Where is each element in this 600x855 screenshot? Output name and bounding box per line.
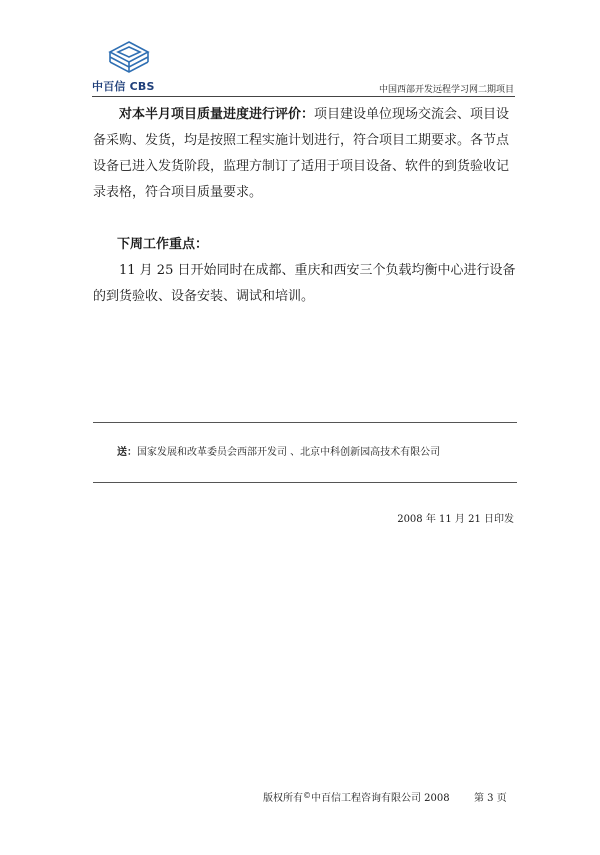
distribution-bottom-rule bbox=[93, 482, 517, 483]
evaluation-lead: 对本半月项目质量进度进行评价： bbox=[119, 107, 315, 122]
next-week-text: 11 月 25 日开始同时在成都、重庆和西安三个负载均衡中心进行设备的到货验收、设备安装、调试和培训。 bbox=[93, 263, 516, 304]
header-divider bbox=[92, 96, 515, 97]
distribution-top-rule bbox=[93, 422, 517, 423]
distribution-recipients: 国家发展和改革委员会西部开发司 、北京中科创新园高技术有限公司 bbox=[137, 447, 441, 458]
next-week-heading: 下周工作重点： bbox=[117, 237, 209, 252]
evaluation-text: 项目建设单位现场交流会、项目设备采购、发货，均是按照工程实施计划进行，符合项目工期要求。各节点设备已进入发货阶段，监理方制订了适用于项目设备、软件的到货验收记录表格，符合项目质量要求。 bbox=[93, 107, 510, 200]
issue-date: 2008 年 11 月 21 日印发 bbox=[397, 514, 514, 525]
cbs-cube-logo-icon bbox=[102, 38, 156, 78]
distribution-label: 送： bbox=[117, 447, 137, 458]
distribution-line bbox=[117, 445, 440, 461]
evaluation-paragraph bbox=[93, 102, 517, 206]
project-title: 中国西部开发远程学习网二期项目 bbox=[378, 85, 514, 95]
copyright-symbol: © bbox=[303, 791, 311, 800]
page-number: 第 3 页 bbox=[474, 793, 507, 804]
footer-copyright bbox=[263, 789, 450, 804]
next-week-paragraph bbox=[93, 258, 517, 310]
copyright-prefix: 版权所有 bbox=[263, 793, 303, 804]
copyright-holder: 中百信工程咨询有限公司 2008 bbox=[311, 793, 450, 804]
brand-name: 中百信 CBS bbox=[92, 80, 155, 93]
